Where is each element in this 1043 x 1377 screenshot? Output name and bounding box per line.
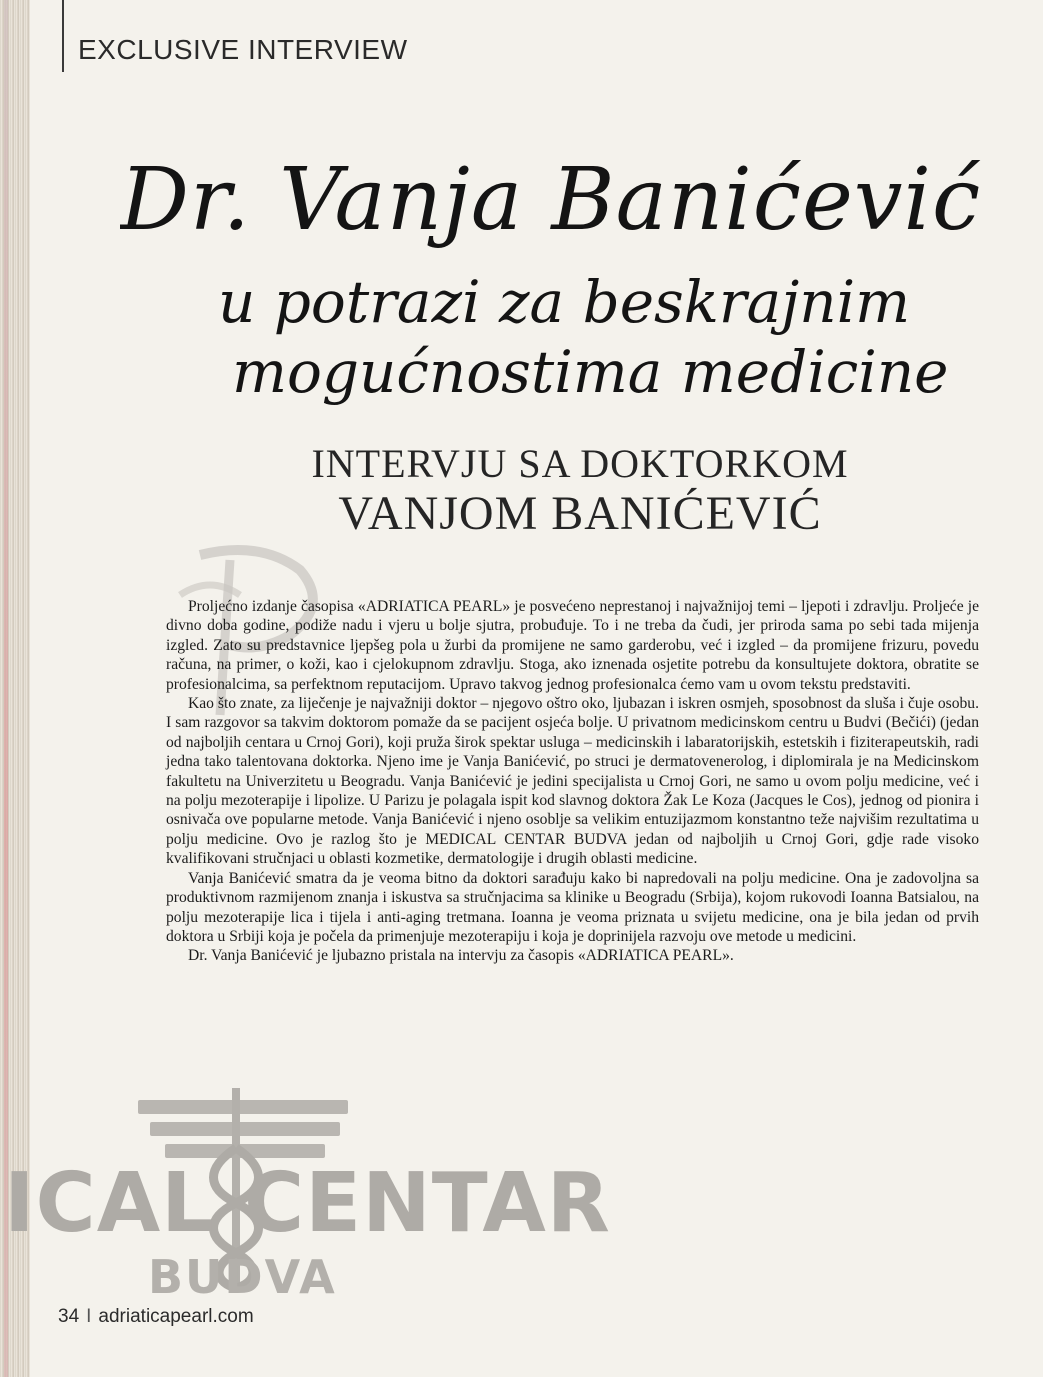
article-paragraph: Dr. Vanja Banićević je ljubazno pristala na intervju za časopis «ADRIATICA PEARL». — [188, 947, 734, 965]
article-paragraph: Vanja Banićević smatra da je veoma bitno da doktori sarađuju kako bi napredovali na polju medicine. Ona je zadovoljna sa produktivnom razmijenom znanja i iskustva sa stručnjacima sa klinike u Beogradu (Srbija), kojom rukovodi Ioanna Batsialou, na polju mezoterapije lica i tijela i anti-aging tretmana. Ioanna je veoma priznata u svijetu medicine, ona je bila jedan od prvih doktora u Srbiji koja je počela da primenjuje mezoterapiju i koja je doprinijela razvoju ove metode u medicini. — [166, 869, 979, 945]
article-title-name: Dr. Vanja Banićević — [120, 150, 982, 250]
article-paragraph: Proljećno izdanje časopisa «ADRIATICA PEARL» je posvećeno neprestanoj i najvažnijoj temi – ljepoti i zdravlju. Proljeće je divno doba godine, podiže nadu i vjeru u bolje sjutra, probuđuje. To i ne treba da čudi, jer priroda sama po sebi tada mijenja izgled. Zato su predstavnice ljepšeg pola u žurbi da promijene ne samo garderobu, već i izgled – da promijene frizuru, povedu računa, na primer, o koži, kao i cjelokupnom zdravlju. Stoga, ako iznenada osjetite potrebu da konsultujete doktora, obratite se profesionalcima, sa perfektnom reputacijom. Upravo takvog jednog profesionalca ćemo vam u ovom tekstu predstaviti. — [166, 598, 979, 693]
footer-separator: I — [86, 1306, 92, 1327]
interview-heading-line2: VANJOM BANIĆEVIĆ — [338, 487, 822, 540]
article-subtitle-line2: mogućnostima medicine — [232, 338, 949, 406]
article-body — [166, 597, 979, 966]
logo-text-line2: BUDVA — [148, 1250, 337, 1304]
medical-centar-logo — [0, 1088, 640, 1308]
article-paragraph: Kao što znate, za liječenje je najvažniji doktor – njegovo oštro oko, ljubazan i iskren osmjeh, sposobnost da sluša i čuje osobu. I sam razgovor sa takvim doktorom pomaže da se pacijent osjeća bolje. U privatnom medicinskom centru u Budvi (Bečići) (jedan od najboljih centara u Crnoj Gori), koji pruža širok spektar usluga – medicinskih i labaratorijskih, estetskih i fiziterapeutskih, radi jedna tako talentovana doktorka. Njeno ime je Vanja Banićević, po struci je dermatovenerolog, i diplomirala je na Medicinskom fakultetu na Univerzitetu u Beogradu. Vanja Banićević je jedini specijalista u Crnoj Gori, ne samo u ovom polju medicine, već i na polju mezoterapije i lipolize. U Parizu je polagala ispit kod slavnog doktora Žak Le Koza (Jacques le Cos), jednog od pionira i osnivača ove popularne metode. Vanja Banićević i njeno osoblje sa velikim entuzijazmom konstantno teže najvišim rezultatima u polju medicine. Ovo je razlog što je MEDICAL CENTAR BUDVA jedan od najboljih u Crnoj Gori, gdje rade visoko kvalifikovani stručnjaci u oblasti kozmetike, dermatologije i drugih oblasti medicine. — [166, 695, 979, 868]
logo-text-line1: ICAL CENTAR — [4, 1156, 611, 1251]
article-subtitle-line1: u potrazi za beskrajnim — [218, 268, 911, 336]
page-footer — [58, 1306, 254, 1328]
interview-heading-line1: INTERVJU SA DOKTORKOM — [311, 441, 849, 486]
section-rule — [62, 0, 64, 72]
footer-site: adriaticapearl.com — [98, 1306, 254, 1327]
section-label: EXCLUSIVE INTERVIEW — [78, 34, 408, 65]
page-number: 34 — [58, 1306, 80, 1327]
